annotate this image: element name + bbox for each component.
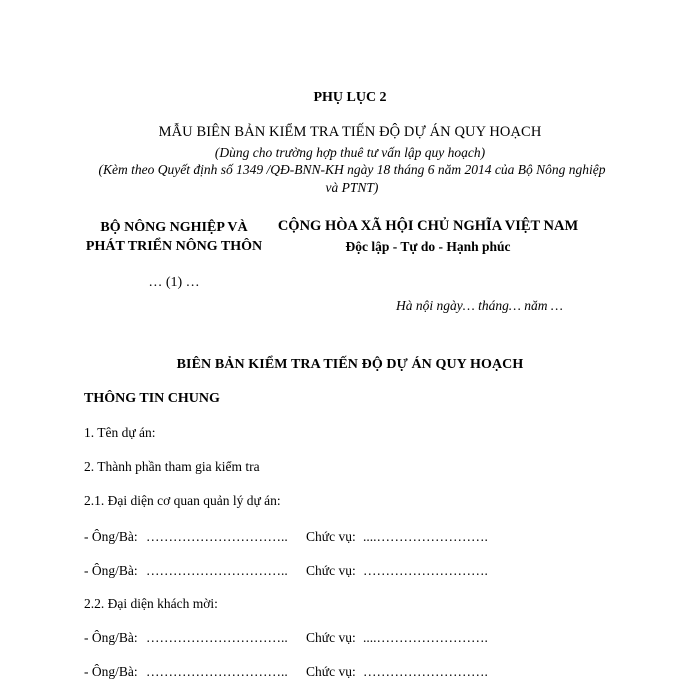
position-blank: ....……………………. — [363, 529, 488, 544]
row-label: - Ông/Bà: — [84, 529, 138, 544]
item-management-representative: 2.1. Đại diện cơ quan quản lý dự án: — [84, 493, 281, 508]
section-heading-general-info: THÔNG TIN CHUNG — [84, 391, 220, 406]
position-label: Chức vụ: — [306, 529, 356, 544]
ministry-name: BỘ NÔNG NGHIỆP VÀ PHÁT TRIỂN NÔNG THÔN — [85, 220, 263, 254]
nation-title: CỘNG HÒA XÃ HỘI CHỦ NGHĨA VIỆT NAM — [277, 218, 579, 234]
position-blank: ………………………. — [363, 563, 488, 578]
position-blank: ………………………. — [363, 664, 488, 679]
representative-row — [84, 529, 584, 549]
form-title: MẪU BIÊN BẢN KIỂM TRA TIẾN ĐỘ DỰ ÁN QUY HOẠCH — [158, 124, 542, 140]
position-blank: ....……………………. — [363, 630, 488, 645]
item-participants: 2. Thành phần tham gia kiểm tra — [84, 459, 260, 474]
name-blank: ………………………….. — [146, 664, 288, 679]
minutes-title: BIÊN BẢN KIỂM TRA TIẾN ĐỘ DỰ ÁN QUY HOẠCH — [176, 357, 524, 372]
position-label: Chức vụ: — [306, 630, 356, 645]
position-label: Chức vụ: — [306, 664, 356, 679]
representative-row — [84, 563, 584, 583]
form-note: (Kèm theo Quyết định số 1349 /QĐ-BNN-KH ngày 18 tháng 6 năm 2014 của Bộ Nông nghiệp và PTNT) — [98, 162, 606, 195]
date-line: Hà nội ngày… tháng… năm … — [396, 298, 563, 313]
national-motto: Độc lập - Tự do - Hạnh phúc — [345, 239, 511, 254]
representative-row — [84, 630, 584, 650]
document-code: … (1) … — [148, 275, 200, 290]
item-guest-representative: 2.2. Đại diện khách mời: — [84, 596, 218, 611]
name-blank: ………………………….. — [146, 529, 288, 544]
name-blank: ………………………….. — [146, 563, 288, 578]
position-label: Chức vụ: — [306, 563, 356, 578]
representative-row — [84, 664, 584, 684]
form-subtitle: (Dùng cho trường hợp thuê tư vấn lập quy hoạch) — [214, 145, 486, 160]
appendix-title: PHỤ LỤC 2 — [313, 90, 387, 105]
row-label: - Ông/Bà: — [84, 563, 138, 578]
item-project-name: 1. Tên dự án: — [84, 425, 156, 440]
name-blank: ………………………….. — [146, 630, 288, 645]
row-label: - Ông/Bà: — [84, 630, 138, 645]
row-label: - Ông/Bà: — [84, 664, 138, 679]
